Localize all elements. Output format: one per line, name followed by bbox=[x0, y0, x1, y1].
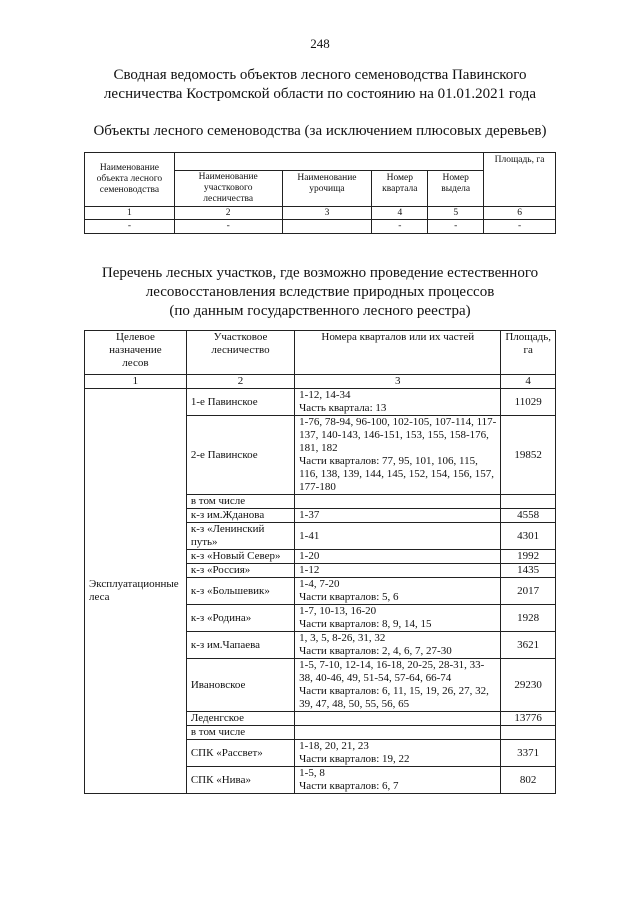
district-name: к-з «Новый Север» bbox=[186, 550, 294, 564]
area-value: 1435 bbox=[501, 564, 556, 578]
district-name: СПК «Нива» bbox=[186, 767, 294, 794]
quarter-numbers: 1-4, 7-20 Части кварталов: 5, 6 bbox=[295, 578, 501, 605]
header-plot-number: Номер выдела bbox=[428, 171, 484, 207]
header-object-name: Наименование объекта лесного семеноводства bbox=[85, 153, 175, 207]
area-value: 3621 bbox=[501, 632, 556, 659]
quarter-numbers bbox=[295, 712, 501, 726]
seed-objects-table bbox=[84, 152, 556, 234]
district-name: в том числе bbox=[186, 726, 294, 740]
quarter-numbers: 1-18, 20, 21, 23 Части кварталов: 19, 22 bbox=[295, 740, 501, 767]
header-area: Площадь, га bbox=[501, 331, 556, 375]
column-number-row: 1 2 3 4 5 6 bbox=[85, 207, 556, 220]
area-value: 3371 bbox=[501, 740, 556, 767]
area-value: 1992 bbox=[501, 550, 556, 564]
quarter-numbers: 1-5, 7-10, 12-14, 16-18, 20-25, 28-31, 33-38, 40-46, 49, 51-54, 57-64, 66-74 Части кварталов: 6, 11, 15, 19, 26, 27, 32, 39, 47, 48, 50, 55, 56, 65 bbox=[295, 659, 501, 712]
quarter-numbers bbox=[295, 726, 501, 740]
district-name: к-з им.Жданова bbox=[186, 509, 294, 523]
district-name: к-з «Родина» bbox=[186, 605, 294, 632]
area-value: 4558 bbox=[501, 509, 556, 523]
quarter-numbers: 1-12, 14-34 Часть квартала: 13 bbox=[295, 389, 501, 416]
area-value: 11029 bbox=[501, 389, 556, 416]
header-area: Площадь, га bbox=[484, 153, 556, 207]
district-name: к-з «Россия» bbox=[186, 564, 294, 578]
natural-regeneration-table bbox=[84, 330, 556, 794]
quarter-numbers: 1-76, 78-94, 96-100, 102-105, 107-114, 117-137, 140-143, 146-151, 153, 155, 158-176, 181, 182 Части кварталов: 77, 95, 101, 106, 115, 116, 138, 139, 144, 145, 152, 154, 156, 157, 177-180 bbox=[295, 416, 501, 495]
section-title-seed-objects: Объекты лесного семеноводства (за исключением плюсовых деревьев) bbox=[93, 123, 547, 139]
quarter-numbers: 1-37 bbox=[295, 509, 501, 523]
district-name: 1-е Павинское bbox=[186, 389, 294, 416]
district-name: СПК «Рассвет» bbox=[186, 740, 294, 767]
quarter-numbers bbox=[295, 495, 501, 509]
header-district: Участковое лесничество bbox=[186, 331, 294, 375]
area-value: 802 bbox=[501, 767, 556, 794]
area-value: 13776 bbox=[501, 712, 556, 726]
table-row bbox=[85, 389, 556, 416]
quarter-numbers: 1, 3, 5, 8-26, 31, 32 Части кварталов: 2, 4, 6, 7, 27-30 bbox=[295, 632, 501, 659]
table-header-row bbox=[85, 331, 556, 375]
district-name: к-з «Большевик» bbox=[186, 578, 294, 605]
section-title-natural-regeneration: Перечень лесных участков, где возможно проведение естественного лесовосстановления вследствие природных процессов (по данным государственного лесного реестра) bbox=[101, 265, 539, 319]
quarter-numbers: 1-12 bbox=[295, 564, 501, 578]
district-name: Ивановское bbox=[186, 659, 294, 712]
column-number-row: 1 2 3 4 bbox=[85, 375, 556, 389]
area-value: 29230 bbox=[501, 659, 556, 712]
title-line-2: лесничества Костромской области по состоянию на 01.01.2021 года bbox=[103, 86, 537, 102]
header-quarters: Номера кварталов или их частей bbox=[295, 331, 501, 375]
area-value: 4301 bbox=[501, 523, 556, 550]
purpose-category: Эксплуатационные леса bbox=[85, 389, 187, 794]
area-value bbox=[501, 726, 556, 740]
area-value: 19852 bbox=[501, 416, 556, 495]
page-number: 248 bbox=[310, 36, 330, 51]
quarter-numbers: 1-41 bbox=[295, 523, 501, 550]
quarter-numbers: 1-5, 8 Части кварталов: 6, 7 bbox=[295, 767, 501, 794]
header-quarter-number: Номер квартала bbox=[372, 171, 428, 207]
header-tract-name: Наименование урочища bbox=[282, 171, 372, 207]
district-name: к-з «Ленинский путь» bbox=[186, 523, 294, 550]
area-value bbox=[501, 495, 556, 509]
header-forestry-district: Наименование участкового лесничества bbox=[174, 171, 282, 207]
header-purpose: Целевое назначение лесов bbox=[85, 331, 187, 375]
header-blank-span bbox=[174, 153, 483, 171]
district-name: в том числе bbox=[186, 495, 294, 509]
quarter-numbers: 1-20 bbox=[295, 550, 501, 564]
district-name: к-з им.Чапаева bbox=[186, 632, 294, 659]
quarter-numbers: 1-7, 10-13, 16-20 Части кварталов: 8, 9, 14, 15 bbox=[295, 605, 501, 632]
table-row: - - - - - bbox=[85, 220, 556, 234]
district-name: Леденгское bbox=[186, 712, 294, 726]
district-name: 2-е Павинское bbox=[186, 416, 294, 495]
table-header-row bbox=[85, 153, 556, 171]
document-title bbox=[60, 66, 580, 104]
area-value: 1928 bbox=[501, 605, 556, 632]
area-value: 2017 bbox=[501, 578, 556, 605]
title-line-1: Сводная ведомость объектов лесного семеноводства Павинского bbox=[113, 67, 527, 83]
